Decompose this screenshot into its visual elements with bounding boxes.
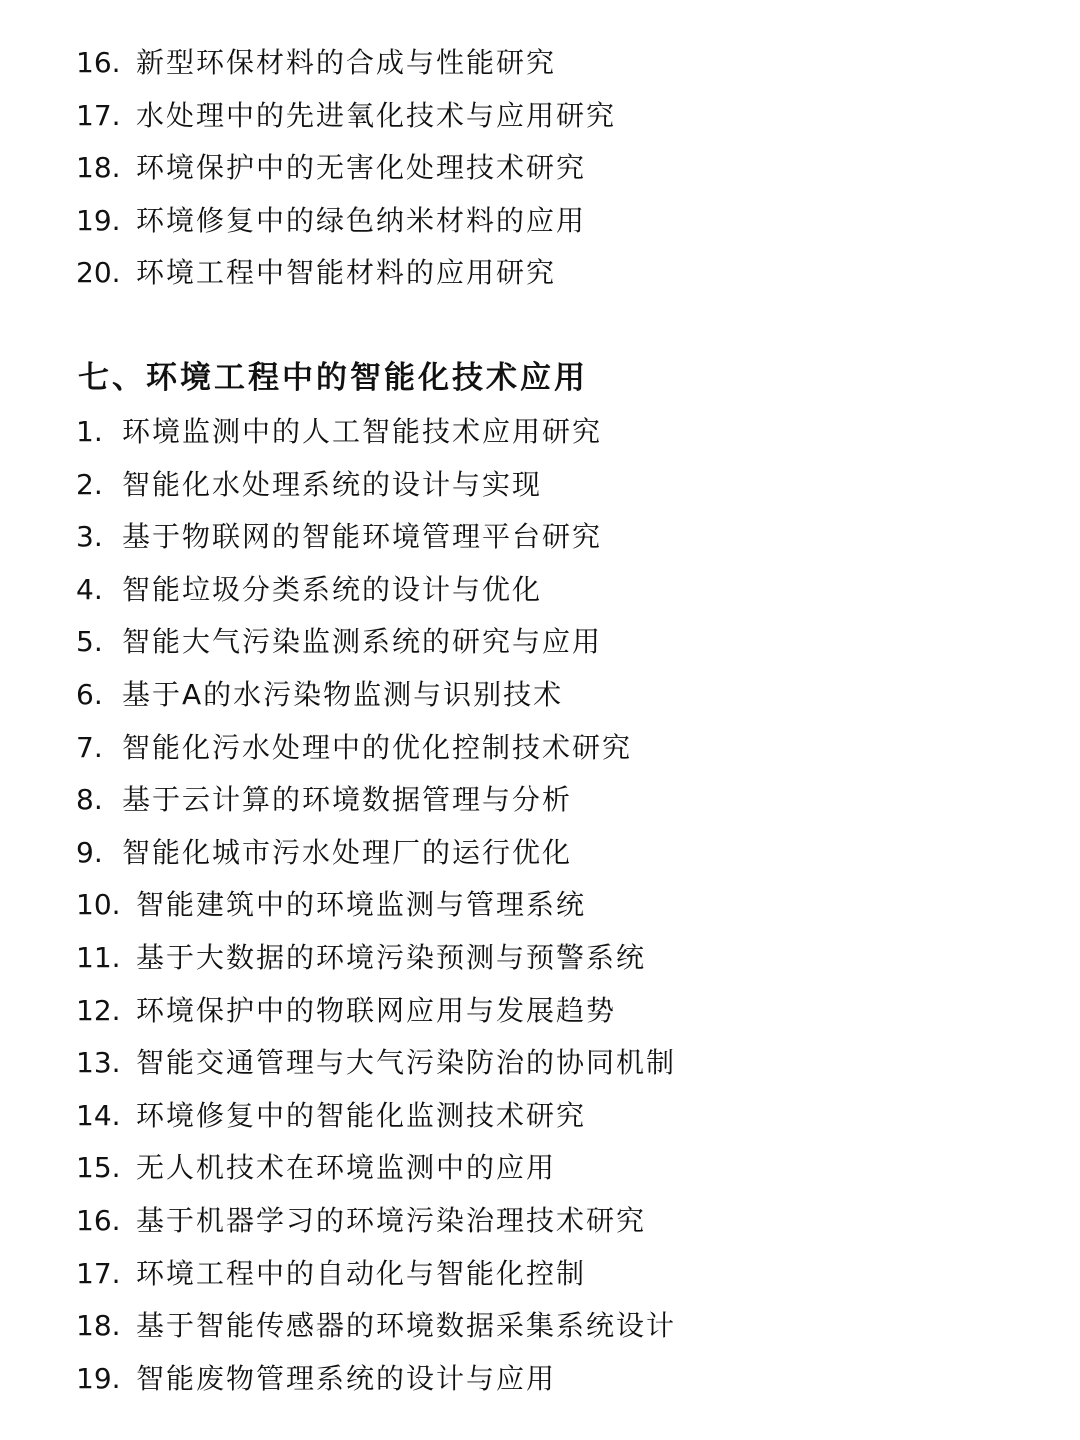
item-number: 11. <box>76 940 121 974</box>
item-number: 17. <box>76 98 121 132</box>
item-number: 5. <box>76 625 103 659</box>
item-number: 7. <box>76 730 103 764</box>
item-text: 智能大气污染监测系统的研究与应用 <box>122 625 603 659</box>
item-number: 10. <box>76 888 121 922</box>
list-item <box>76 616 676 669</box>
item-text: 智能化水处理系统的设计与实现 <box>122 467 543 501</box>
list-item <box>76 90 616 143</box>
list-item <box>76 827 676 880</box>
list-item <box>76 669 676 722</box>
item-number: 3. <box>76 520 103 554</box>
list-item <box>76 1300 676 1353</box>
item-number: 9. <box>76 835 103 869</box>
item-number: 14. <box>76 1098 121 1132</box>
item-text: 智能化城市污水处理厂的运行优化 <box>122 835 573 869</box>
item-text: 新型环保材料的合成与性能研究 <box>136 46 557 79</box>
list-item <box>76 1195 676 1248</box>
item-number: 4. <box>76 572 103 606</box>
list-item <box>76 722 676 775</box>
list-item <box>76 932 676 985</box>
list-item <box>76 511 676 564</box>
item-text: 基于物联网的智能环境管理平台研究 <box>122 520 603 554</box>
item-text: 智能建筑中的环境监测与管理系统 <box>136 888 587 922</box>
item-number: 6. <box>76 677 103 711</box>
list-item <box>76 1353 676 1406</box>
item-number: 15. <box>76 1151 121 1185</box>
item-number: 19. <box>76 1361 121 1395</box>
item-number: 20. <box>76 256 121 290</box>
item-number: 1. <box>76 415 103 448</box>
list-item <box>76 459 676 512</box>
topic-list-section-7 <box>76 406 676 1405</box>
item-text: 智能垃圾分类系统的设计与优化 <box>122 572 543 606</box>
item-text: 智能废物管理系统的设计与应用 <box>136 1361 557 1395</box>
item-text: 环境工程中的自动化与智能化控制 <box>136 1256 587 1290</box>
list-item <box>76 1037 676 1090</box>
item-text: 环境修复中的绿色纳米材料的应用 <box>136 203 587 237</box>
item-text: 环境工程中智能材料的应用研究 <box>136 256 557 290</box>
item-text: 环境保护中的无害化处理技术研究 <box>136 151 587 185</box>
item-number: 18. <box>76 1309 121 1343</box>
item-number: 12. <box>76 993 121 1027</box>
item-number: 19. <box>76 203 121 237</box>
topic-list-continued <box>76 37 616 300</box>
item-number: 13. <box>76 1046 121 1080</box>
list-item <box>76 195 616 248</box>
item-number: 16. <box>76 46 121 79</box>
item-number: 2. <box>76 467 103 501</box>
item-text: 水处理中的先进氧化技术与应用研究 <box>136 98 617 132</box>
list-item <box>76 985 676 1038</box>
section-heading: 七、环境工程中的智能化技术应用 <box>78 360 588 396</box>
item-text: 基于智能传感器的环境数据采集系统设计 <box>136 1309 677 1343</box>
item-text: 环境监测中的人工智能技术应用研究 <box>122 415 603 448</box>
list-item <box>76 879 676 932</box>
item-text: 智能交通管理与大气污染防治的协同机制 <box>136 1046 677 1080</box>
list-item <box>76 37 616 90</box>
list-item <box>76 142 616 195</box>
item-text: 基于A的水污染物监测与识别技术 <box>122 677 564 711</box>
list-item <box>76 247 616 300</box>
item-text: 基于大数据的环境污染预测与预警系统 <box>136 940 647 974</box>
item-number: 16. <box>76 1203 121 1237</box>
item-text: 基于云计算的环境数据管理与分析 <box>122 783 573 817</box>
item-text: 基于机器学习的环境污染治理技术研究 <box>136 1203 647 1237</box>
list-item <box>76 1248 676 1301</box>
list-item <box>76 774 676 827</box>
item-number: 8. <box>76 783 103 817</box>
list-item <box>76 406 676 459</box>
list-item <box>76 1142 676 1195</box>
list-item <box>76 1090 676 1143</box>
item-text: 智能化污水处理中的优化控制技术研究 <box>122 730 633 764</box>
item-number: 17. <box>76 1256 121 1290</box>
item-number: 18. <box>76 151 121 185</box>
item-text: 无人机技术在环境监测中的应用 <box>136 1151 557 1185</box>
item-text: 环境保护中的物联网应用与发展趋势 <box>136 993 617 1027</box>
list-item <box>76 564 676 617</box>
item-text: 环境修复中的智能化监测技术研究 <box>136 1098 587 1132</box>
